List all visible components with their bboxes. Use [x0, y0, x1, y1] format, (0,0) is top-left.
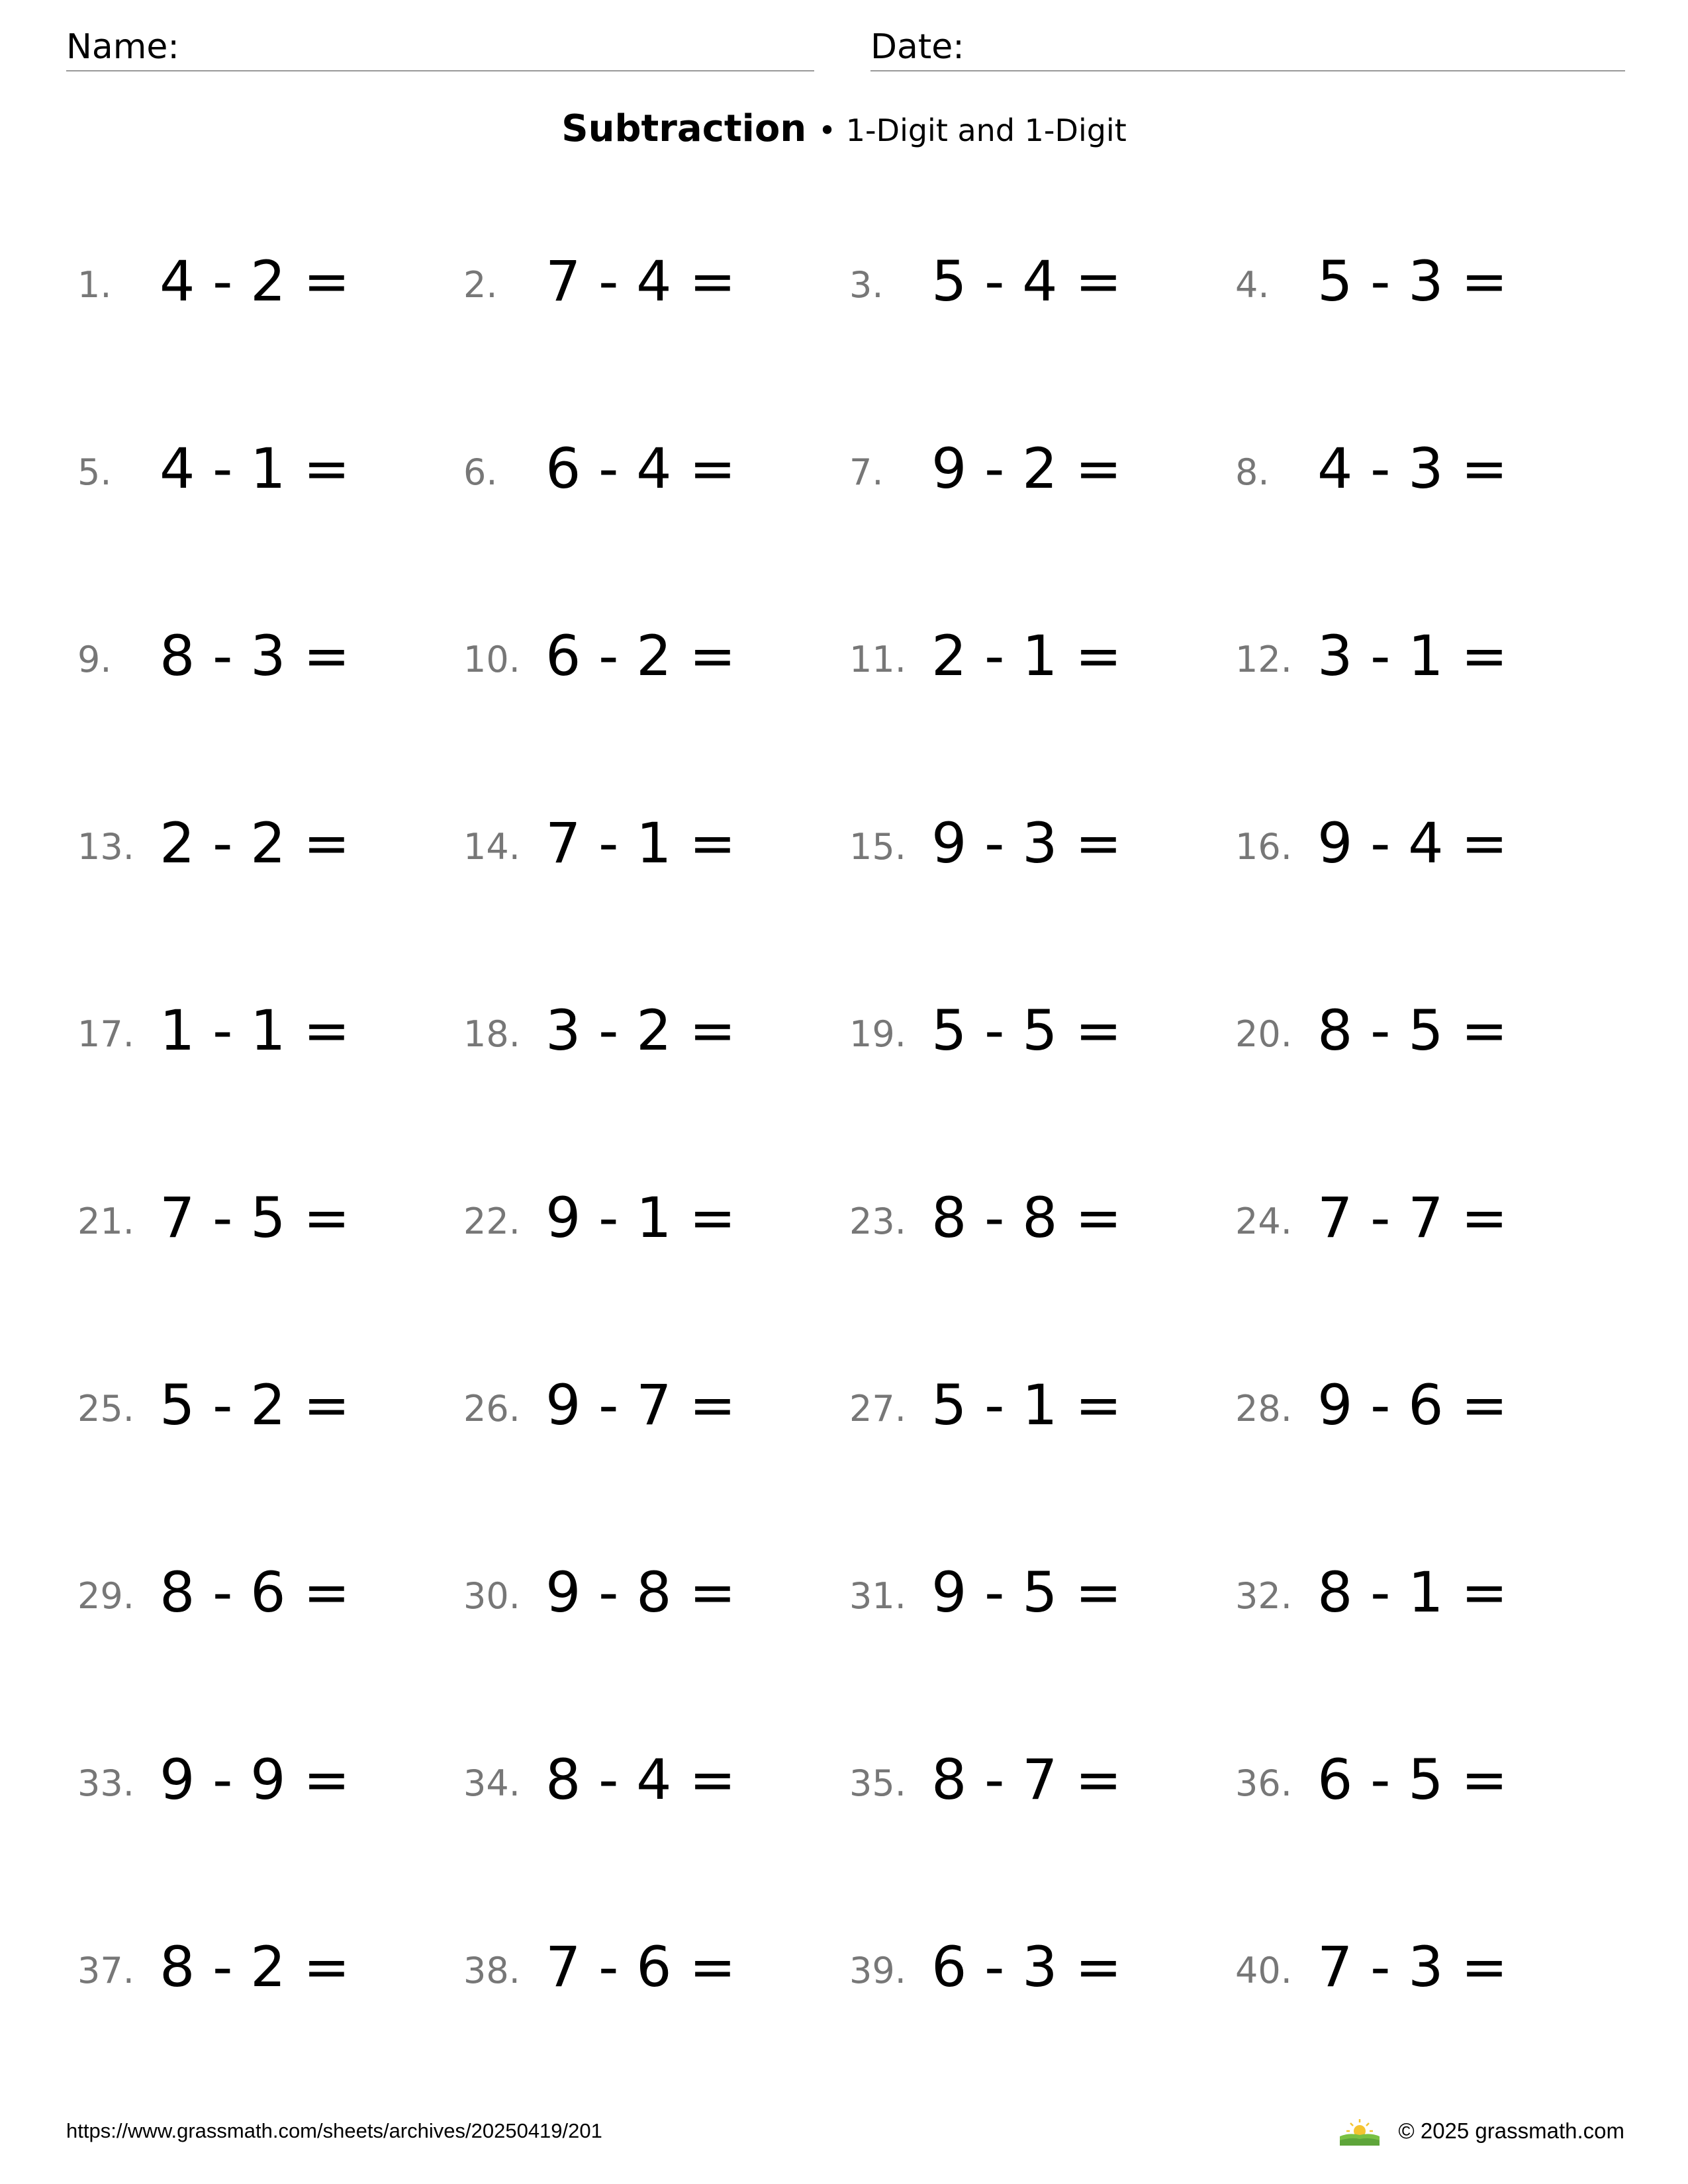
- problem-number: 17.: [77, 1013, 134, 1055]
- problem-expression: 5 - 2 =: [160, 1373, 350, 1437]
- problem-item: [1235, 244, 1606, 323]
- problem-number: 6.: [463, 451, 498, 493]
- problem-number: 10.: [463, 639, 520, 680]
- problem-expression: 9 - 8 =: [545, 1560, 736, 1625]
- problem-expression: 6 - 5 =: [1317, 1747, 1508, 1812]
- problem-number: 9.: [77, 639, 112, 680]
- problem-item: [77, 618, 448, 698]
- problem-number: 20.: [1235, 1013, 1292, 1055]
- problem-item: [849, 1555, 1220, 1634]
- problem-number: 24.: [1235, 1201, 1292, 1242]
- name-field[interactable]: [66, 24, 814, 71]
- problem-item: [77, 993, 448, 1072]
- problem-item: [1235, 805, 1606, 885]
- problem-expression: 8 - 4 =: [545, 1747, 736, 1812]
- problem-number: 39.: [849, 1950, 906, 1991]
- problem-item: [849, 1929, 1220, 2009]
- problem-item: [77, 1555, 448, 1634]
- problem-expression: 2 - 2 =: [160, 811, 350, 876]
- problem-number: 25.: [77, 1388, 134, 1430]
- problem-number: 8.: [1235, 451, 1270, 493]
- problem-expression: 6 - 3 =: [931, 1934, 1122, 1999]
- problem-number: 31.: [849, 1575, 906, 1617]
- problem-item: [849, 1180, 1220, 1259]
- problem-item: [463, 805, 834, 885]
- problem-expression: 7 - 6 =: [545, 1934, 736, 1999]
- problem-expression: 8 - 2 =: [160, 1934, 350, 1999]
- problem-item: [77, 1367, 448, 1447]
- problem-number: 27.: [849, 1388, 906, 1430]
- problem-item: [463, 618, 834, 698]
- problem-number: 38.: [463, 1950, 520, 1991]
- problem-expression: 5 - 3 =: [1317, 249, 1508, 314]
- problem-expression: 9 - 2 =: [931, 436, 1122, 501]
- problem-number: 16.: [1235, 826, 1292, 868]
- problem-item: [77, 1180, 448, 1259]
- problem-number: 36.: [1235, 1762, 1292, 1804]
- problem-number: 40.: [1235, 1950, 1292, 1991]
- problem-expression: 9 - 5 =: [931, 1560, 1122, 1625]
- problem-number: 34.: [463, 1762, 520, 1804]
- problem-number: 18.: [463, 1013, 520, 1055]
- problem-item: [1235, 618, 1606, 698]
- problem-item: [849, 431, 1220, 510]
- problem-expression: 3 - 2 =: [545, 998, 736, 1063]
- problem-item: [1235, 1929, 1606, 2009]
- problem-expression: 7 - 5 =: [160, 1185, 350, 1250]
- problem-expression: 9 - 4 =: [1317, 811, 1508, 876]
- problem-number: 35.: [849, 1762, 906, 1804]
- problem-expression: 2 - 1 =: [931, 623, 1122, 688]
- problem-expression: 8 - 3 =: [160, 623, 350, 688]
- title-subtitle: • 1-Digit and 1-Digit: [818, 113, 1127, 148]
- problem-number: 7.: [849, 451, 884, 493]
- problem-expression: 8 - 5 =: [1317, 998, 1508, 1063]
- problem-item: [77, 244, 448, 323]
- problem-expression: 5 - 5 =: [931, 998, 1122, 1063]
- problem-item: [849, 244, 1220, 323]
- problem-expression: 8 - 6 =: [160, 1560, 350, 1625]
- problem-number: 29.: [77, 1575, 134, 1617]
- problem-expression: 3 - 1 =: [1317, 623, 1508, 688]
- problem-item: [849, 993, 1220, 1072]
- problem-number: 37.: [77, 1950, 134, 1991]
- problem-number: 23.: [849, 1201, 906, 1242]
- problem-number: 15.: [849, 826, 906, 868]
- problem-expression: 6 - 4 =: [545, 436, 736, 501]
- problem-number: 32.: [1235, 1575, 1292, 1617]
- problem-expression: 9 - 1 =: [545, 1185, 736, 1250]
- problem-expression: 1 - 1 =: [160, 998, 350, 1063]
- problem-item: [463, 431, 834, 510]
- problem-expression: 6 - 2 =: [545, 623, 736, 688]
- problem-expression: 5 - 4 =: [931, 249, 1122, 314]
- problem-number: 28.: [1235, 1388, 1292, 1430]
- problem-item: [1235, 993, 1606, 1072]
- problem-item: [849, 805, 1220, 885]
- problem-item: [463, 1555, 834, 1634]
- title-main: Subtraction: [561, 107, 807, 150]
- problem-expression: 9 - 9 =: [160, 1747, 350, 1812]
- problem-number: 4.: [1235, 264, 1270, 306]
- problem-number: 11.: [849, 639, 906, 680]
- problem-expression: 7 - 1 =: [545, 811, 736, 876]
- problem-item: [849, 1367, 1220, 1447]
- date-label: Date:: [870, 27, 964, 67]
- footer-url: https://www.grassmath.com/sheets/archives/20250419/201: [66, 2119, 602, 2142]
- problem-expression: 8 - 7 =: [931, 1747, 1122, 1812]
- problem-item: [77, 1929, 448, 2009]
- problem-expression: 4 - 2 =: [160, 249, 350, 314]
- problem-item: [1235, 1742, 1606, 1821]
- grassmath-logo-icon: [1338, 2116, 1381, 2146]
- problem-expression: 8 - 1 =: [1317, 1560, 1508, 1625]
- problem-number: 30.: [463, 1575, 520, 1617]
- problem-number: 22.: [463, 1201, 520, 1242]
- problem-number: 19.: [849, 1013, 906, 1055]
- problem-number: 12.: [1235, 639, 1292, 680]
- problem-number: 2.: [463, 264, 498, 306]
- problem-item: [1235, 1367, 1606, 1447]
- problem-item: [849, 1742, 1220, 1821]
- problem-expression: 9 - 3 =: [931, 811, 1122, 876]
- problem-item: [77, 431, 448, 510]
- problem-item: [77, 805, 448, 885]
- problem-item: [849, 618, 1220, 698]
- problem-number: 14.: [463, 826, 520, 868]
- worksheet-title: [0, 103, 1688, 157]
- problem-expression: 7 - 4 =: [545, 249, 736, 314]
- problem-item: [463, 1742, 834, 1821]
- problem-number: 26.: [463, 1388, 520, 1430]
- problem-expression: 5 - 1 =: [931, 1373, 1122, 1437]
- problem-number: 1.: [77, 264, 112, 306]
- problem-item: [1235, 1555, 1606, 1634]
- problem-expression: 9 - 7 =: [545, 1373, 736, 1437]
- problem-expression: 7 - 7 =: [1317, 1185, 1508, 1250]
- problem-item: [463, 1180, 834, 1259]
- problem-number: 33.: [77, 1762, 134, 1804]
- problem-item: [1235, 431, 1606, 510]
- problem-expression: 8 - 8 =: [931, 1185, 1122, 1250]
- problem-item: [463, 993, 834, 1072]
- problem-number: 13.: [77, 826, 134, 868]
- problem-number: 21.: [77, 1201, 134, 1242]
- footer-copyright: © 2025 grassmath.com: [1398, 2118, 1624, 2143]
- date-field[interactable]: [870, 24, 1625, 71]
- problem-number: 3.: [849, 264, 884, 306]
- problem-expression: 9 - 6 =: [1317, 1373, 1508, 1437]
- problem-item: [463, 244, 834, 323]
- problem-item: [463, 1367, 834, 1447]
- problem-expression: 4 - 1 =: [160, 436, 350, 501]
- problem-number: 5.: [77, 451, 112, 493]
- problem-item: [77, 1742, 448, 1821]
- problem-item: [463, 1929, 834, 2009]
- problem-expression: 4 - 3 =: [1317, 436, 1508, 501]
- footer-brand: [1338, 2115, 1624, 2148]
- problem-item: [1235, 1180, 1606, 1259]
- name-label: Name:: [66, 27, 179, 67]
- problem-expression: 7 - 3 =: [1317, 1934, 1508, 1999]
